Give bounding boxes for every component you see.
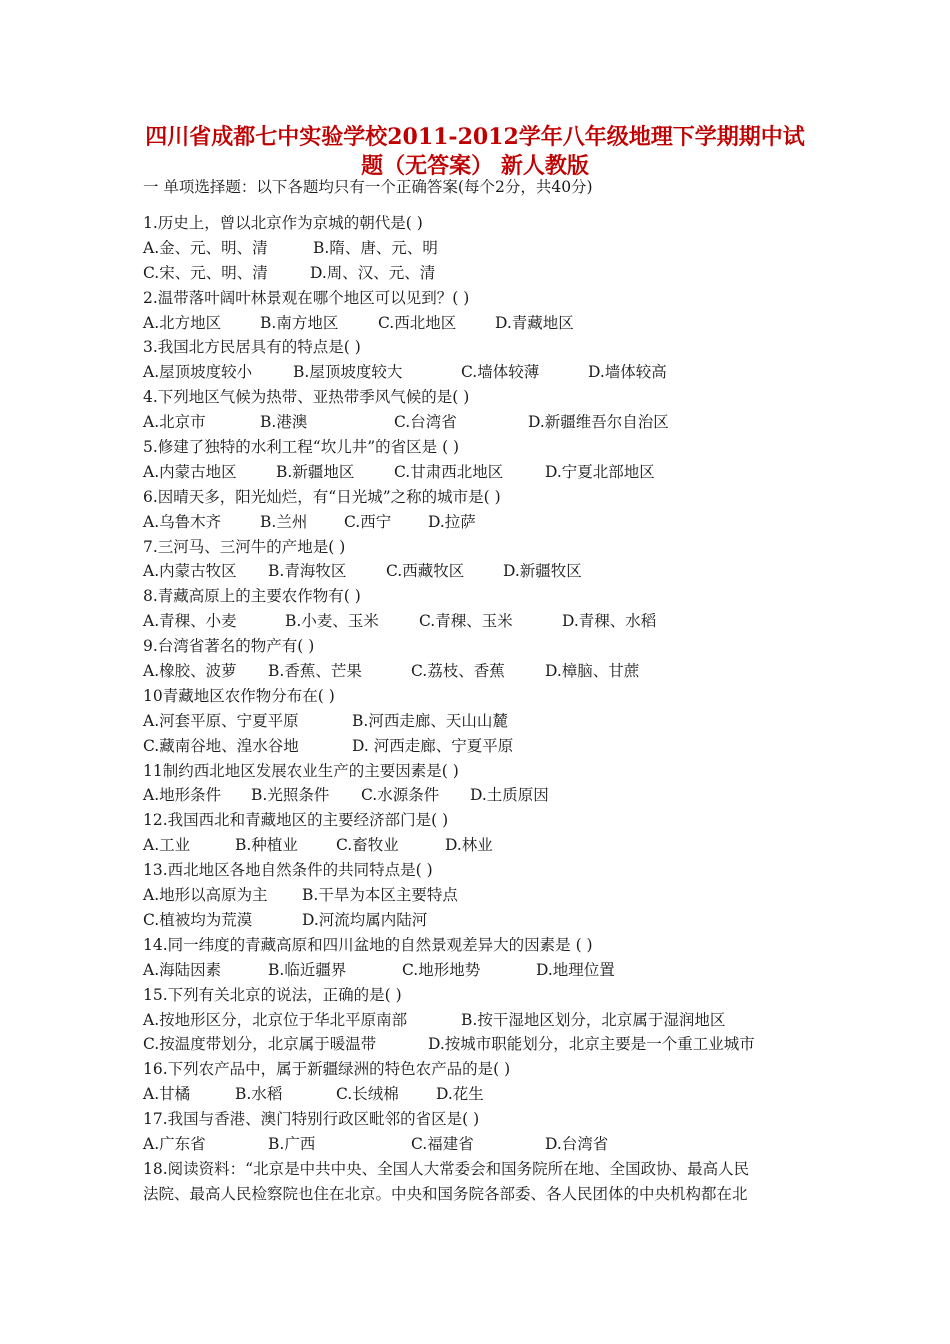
answer-option: B.光照条件 (251, 786, 330, 805)
answer-option: D.樟脑、甘蔗 (545, 662, 640, 681)
answer-option: A.北方地区 (143, 313, 222, 332)
question-text: 1.历史上，曾以北京作为京城的朝代是( ) (143, 214, 423, 232)
question-text: 5.修建了独特的水利工程“坎儿井”的省区是 ( ) (143, 438, 460, 457)
answer-option: B.隋、唐、元、明 (313, 238, 438, 257)
question-text: 14.同一纬度的青藏高原和四川盆地的自然景观差异大的因素是 ( ) (143, 935, 593, 954)
question-text: 8.青藏高原上的主要农作物有( ) (143, 587, 361, 606)
options-row (143, 883, 843, 908)
options-row (143, 734, 843, 759)
answer-option: C.地形地势 (402, 960, 481, 979)
options-row (143, 360, 843, 385)
answer-option: D.按城市职能划分，北京主要是一个重工业城市 (428, 1035, 755, 1054)
answer-option: A.乌鲁木齐 (143, 512, 222, 531)
answer-option: C.长绒棉 (336, 1085, 399, 1104)
options-row (143, 609, 843, 634)
options-row (143, 1132, 843, 1157)
question-text: 6.因晴天多，阳光灿烂，有“日光城”之称的城市是( ) (143, 487, 501, 506)
options-row (143, 659, 843, 684)
answer-option: D.拉萨 (428, 512, 476, 531)
answer-option: D.宁夏北部地区 (545, 462, 655, 481)
answer-option: B.新疆地区 (276, 462, 355, 481)
answer-option: A.北京市 (143, 413, 206, 432)
answer-option: B.屋顶坡度较大 (293, 363, 403, 382)
question-text: 4.下列地区气候为热带、亚热带季风气候的是( ) (143, 388, 470, 407)
answer-option: A.甘橘 (143, 1085, 191, 1104)
options-row (143, 958, 843, 983)
answer-option: C.西宁 (344, 512, 392, 531)
options-row (143, 559, 843, 584)
answer-option: B.河西走廊、天山山麓 (352, 711, 508, 730)
answer-option: B.兰州 (260, 512, 308, 531)
answer-option: C.墙体较薄 (461, 363, 540, 382)
options-row (143, 510, 843, 535)
answer-option: B.港澳 (260, 413, 308, 432)
question-text: 10青藏地区农作物分布在( ) (143, 686, 335, 705)
answer-option: A.内蒙古牧区 (143, 562, 237, 581)
options-row (143, 311, 843, 336)
answer-option: B.小麦、玉米 (285, 612, 379, 631)
answer-option: D.青藏地区 (495, 313, 574, 332)
answer-option: A.青稞、小麦 (143, 612, 237, 631)
question-text: 13.西北地区各地自然条件的共同特点是( ) (143, 861, 433, 880)
answer-option: B.香蕉、芒果 (268, 662, 362, 681)
answer-option: A.广东省 (143, 1134, 206, 1153)
answer-option: D.墙体较高 (588, 363, 667, 382)
answer-option: D.周、汉、元、清 (310, 263, 436, 282)
options-row (143, 460, 843, 485)
options-row (143, 236, 843, 261)
document-title-line-2: 题（无答案） 新人教版 (361, 153, 589, 179)
question-text: 11制约西北地区发展农业生产的主要因素是( ) (143, 761, 459, 780)
question-text: 法院、最高人民检察院也住在北京。中央和国务院各部委、各人民团体的中央机构都在北 (143, 1184, 748, 1203)
answer-option: C.按温度带划分，北京属于暖温带 (143, 1035, 377, 1054)
answer-option: C.宋、元、明、清 (143, 263, 268, 282)
options-row (143, 908, 843, 933)
options-row (143, 833, 843, 858)
answer-option: B.临近疆界 (268, 960, 347, 979)
answer-option: A.地形以高原为主 (143, 886, 268, 905)
answer-option: B.种植业 (235, 836, 298, 855)
answer-option: A.地形条件 (143, 786, 222, 805)
answer-option: D.台湾省 (545, 1134, 609, 1153)
question-text: 7.三河马、三河牛的产地是( ) (143, 537, 346, 556)
answer-option: C.西北地区 (378, 313, 457, 332)
question-text: 17.我国与香港、澳门特别行政区毗邻的省区是( ) (143, 1110, 480, 1129)
answer-option: B.广西 (268, 1134, 316, 1153)
question-text: 15.下列有关北京的说法，正确的是( ) (143, 985, 402, 1004)
answer-option: C.荔枝、香蕉 (411, 662, 505, 681)
answer-option: A.金、元、明、清 (143, 238, 268, 257)
question-list (143, 211, 843, 1207)
answer-option: D.新疆维吾尔自治区 (528, 413, 669, 432)
answer-option: B.南方地区 (260, 313, 339, 332)
answer-option: A.工业 (143, 836, 191, 855)
answer-option: C.福建省 (411, 1134, 474, 1153)
answer-option: C.青稞、玉米 (419, 612, 513, 631)
answer-option: D.地理位置 (536, 960, 615, 979)
question-text: 2.温带落叶阔叶林景观在哪个地区可以见到？( ) (143, 288, 470, 307)
answer-option: A.按地形区分，北京位于华北平原南部 (143, 1010, 408, 1029)
answer-option: C.畜牧业 (336, 836, 399, 855)
options-row (143, 783, 843, 808)
answer-option: A.屋顶坡度较小 (143, 363, 253, 382)
answer-option: D.青稞、水稻 (562, 612, 657, 631)
options-row (143, 261, 843, 286)
answer-option: B.干旱为本区主要特点 (302, 886, 458, 905)
answer-option: C.藏南谷地、湟水谷地 (143, 736, 299, 755)
question-text: 9.台湾省著名的物产有( ) (143, 637, 315, 656)
answer-option: B.青海牧区 (268, 562, 347, 581)
answer-option: B.水稻 (235, 1085, 283, 1104)
options-row (143, 410, 843, 435)
question-text: 3.我国北方民居具有的特点是( ) (143, 338, 361, 357)
answer-option: C.西藏牧区 (386, 562, 465, 581)
section-heading: 一 单项选择题：以下各题均只有一个正确答案(每个2分，共40分) (143, 178, 593, 196)
options-row (143, 1032, 843, 1057)
options-row (143, 709, 843, 734)
question-text: 12.我国西北和青藏地区的主要经济部门是( ) (143, 811, 449, 830)
answer-option: A.河套平原、宁夏平原 (143, 711, 299, 730)
question-text: 18.阅读资料：“北京是中共中央、全国人大常委会和国务院所在地、全国政协、最高人民 (143, 1159, 750, 1178)
answer-option: D. 河西走廊、宁夏平原 (352, 736, 514, 755)
answer-option: A.橡胶、波萝 (143, 662, 237, 681)
answer-option: C.甘肃西北地区 (394, 462, 504, 481)
answer-option: C.台湾省 (394, 413, 457, 432)
answer-option: D.新疆牧区 (503, 562, 582, 581)
answer-option: C.水源条件 (361, 786, 440, 805)
answer-option: D.土质原因 (470, 786, 549, 805)
answer-option: A.内蒙古地区 (143, 462, 237, 481)
answer-option: D.林业 (445, 836, 493, 855)
options-row (143, 1082, 843, 1107)
options-row (143, 1008, 843, 1033)
document-title-line-1: 四川省成都七中实验学校2011-2012学年八年级地理下学期期中试 (145, 124, 805, 150)
answer-option: D.花生 (436, 1085, 484, 1104)
question-text: 16.下列农产品中，属于新疆绿洲的特色农产品的是( ) (143, 1060, 511, 1079)
answer-option: C.植被均为荒漠 (143, 910, 253, 929)
answer-option: B.按干湿地区划分，北京属于湿润地区 (461, 1010, 726, 1029)
answer-option: D.河流均属内陆河 (302, 910, 428, 929)
answer-option: A.海陆因素 (143, 960, 222, 979)
